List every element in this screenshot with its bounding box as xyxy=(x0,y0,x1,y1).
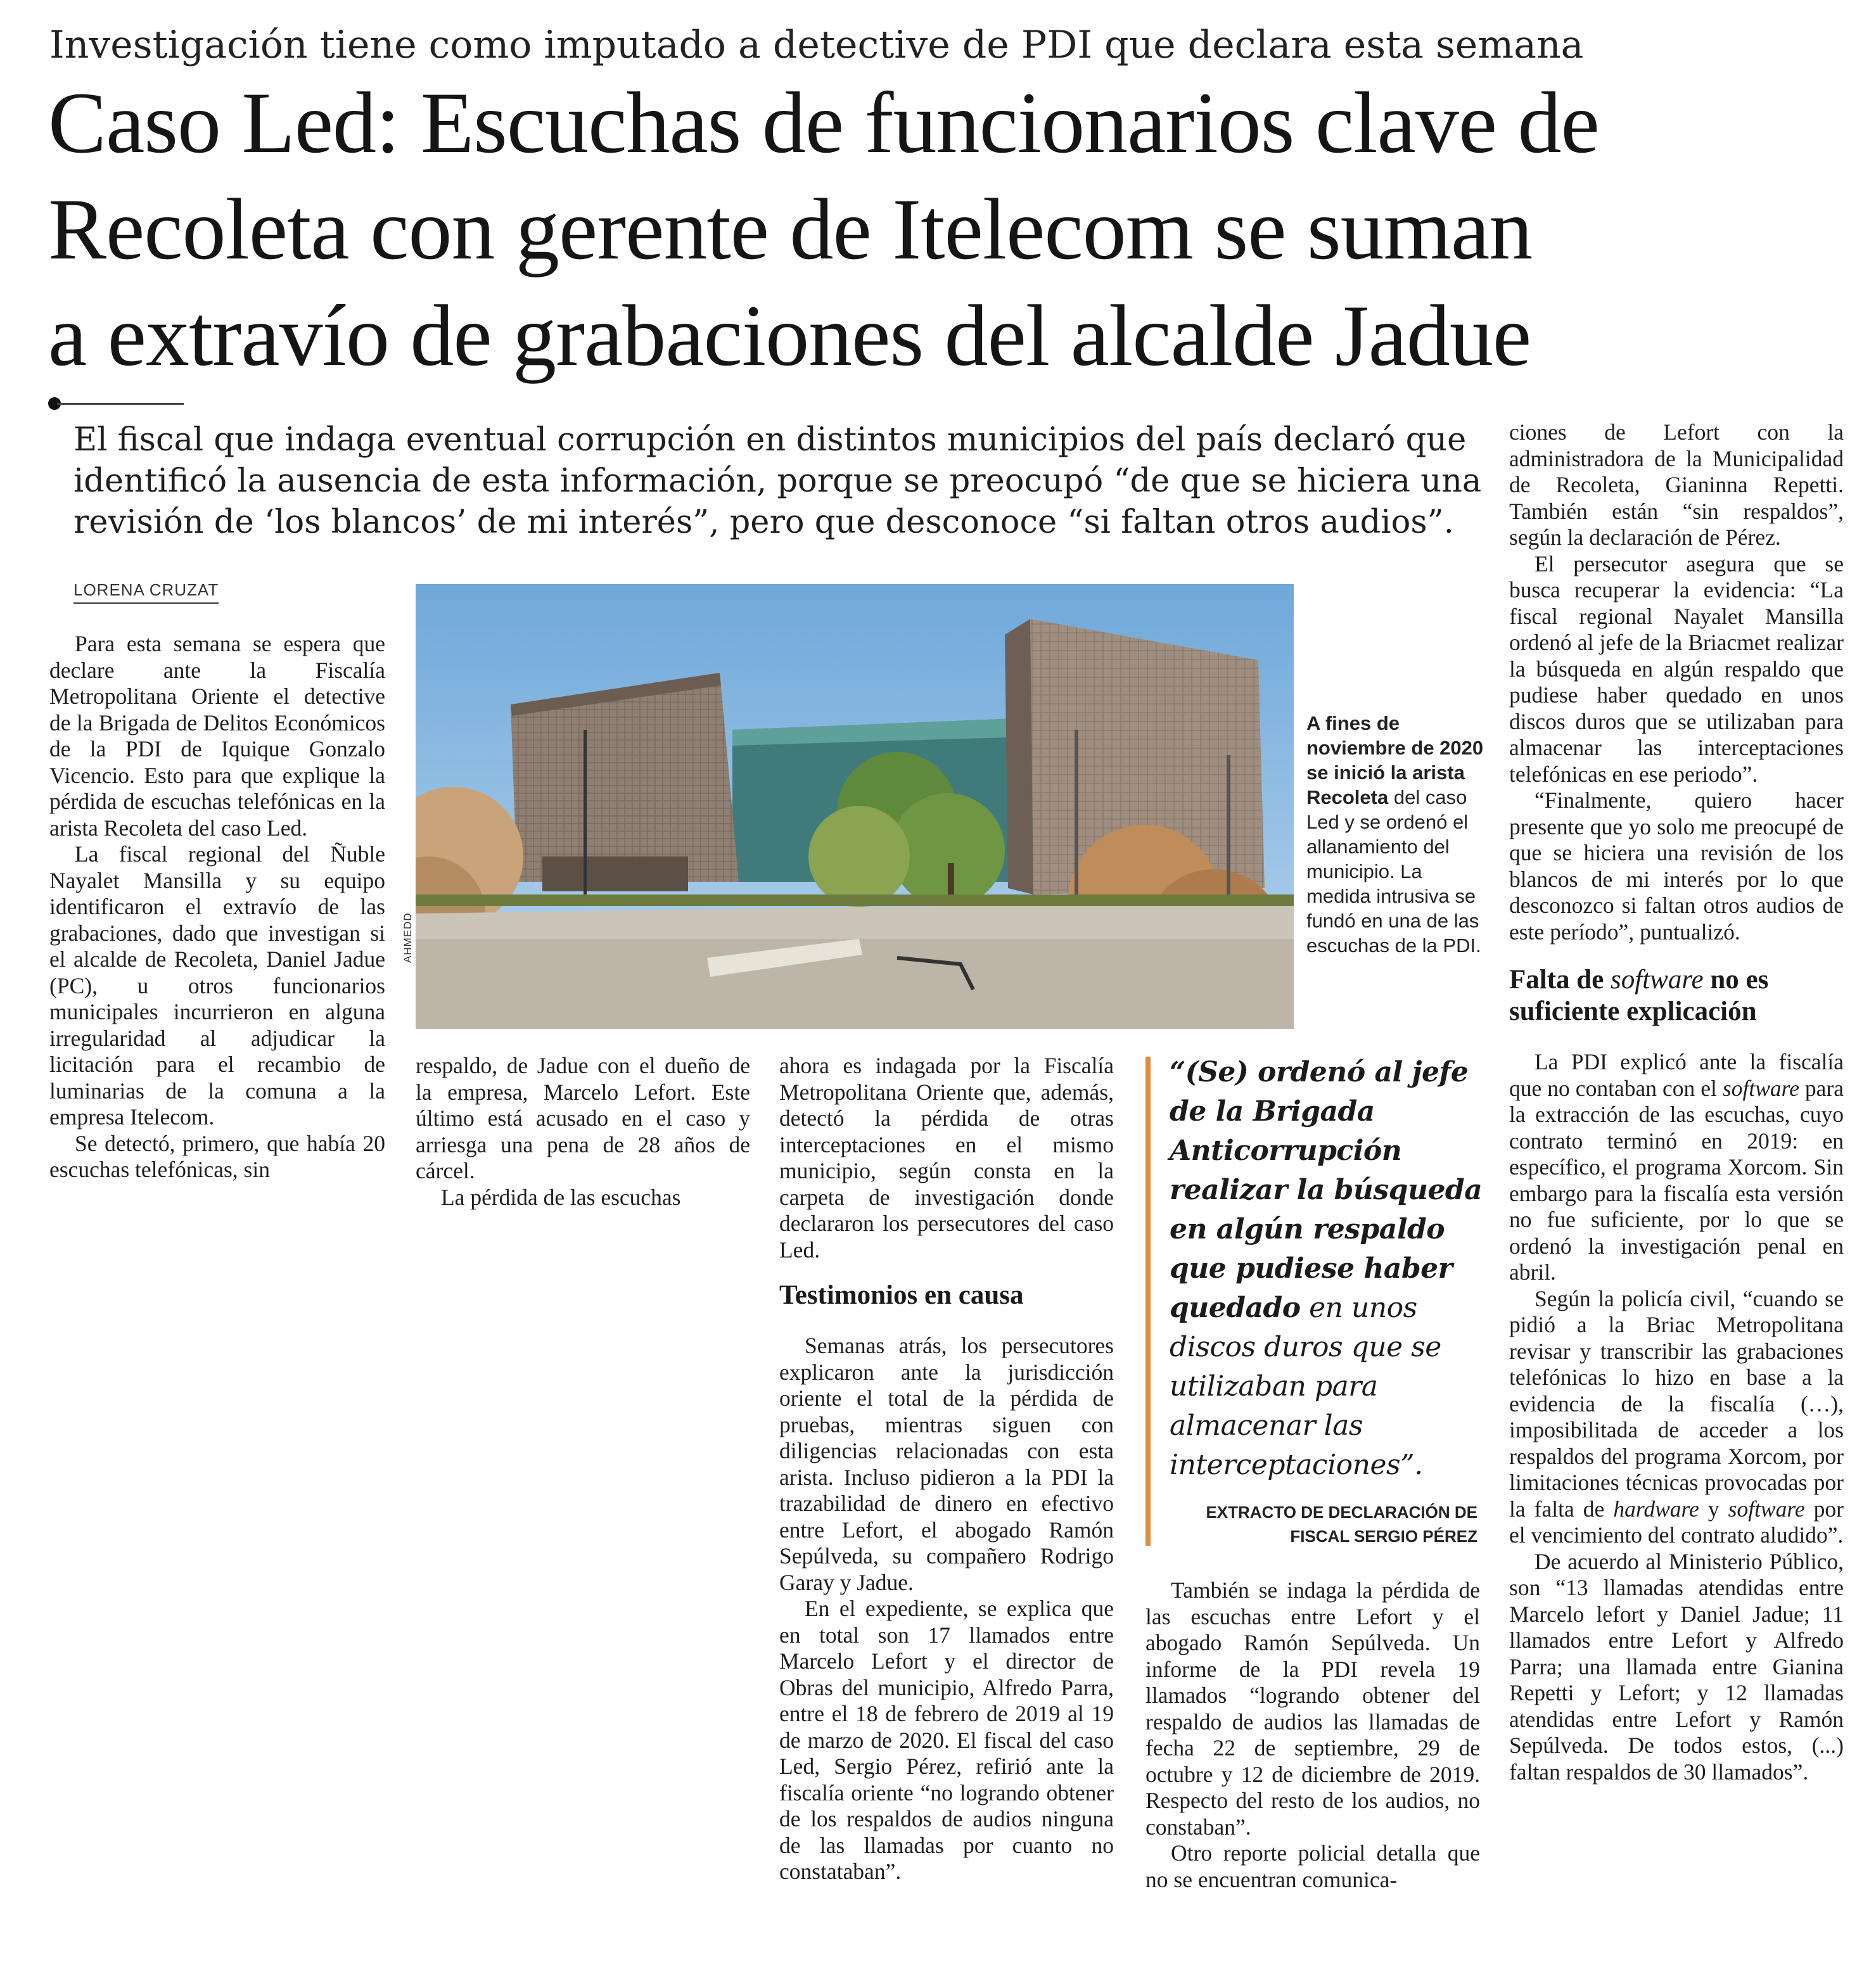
col5-p5-part-2: y xyxy=(1699,1496,1728,1522)
pullquote-source-line-1: EXTRACTO DE DECLARACIÓN DE xyxy=(1206,1503,1477,1522)
column-2 xyxy=(416,1053,750,1211)
col5-p4-part-1: La PDI explicó ante la fiscalía que no contaban con el xyxy=(1509,1049,1844,1101)
col1-paragraph-2: La fiscal regional del Ñuble Nayalet Mansilla y su equipo identificaron el extravío de las grabaciones, dado que investigan si el alcalde de Recoleta, Daniel Jadue (PC), u otros funcionarios municipales incurrieron en alguna irregularidad al adjudicar la licitación para el recambio de luminarias de la comuna a la empresa Itelecom. xyxy=(49,841,385,1130)
headline xyxy=(48,70,1822,389)
col5-paragraph-2: El persecutor asegura que se busca recuperar la evidencia: “La fiscal regional Nayalet Mansilla ordenó al jefe de la Briacmet realizar la búsqueda en algún respaldo que pudiese haber quedado en unos discos duros que se utilizaban para almacenar las interceptaciones telefónicas en ese periodo”. xyxy=(1509,551,1844,787)
col5-paragraph-4 xyxy=(1509,1049,1844,1286)
col4-paragraph-2: Otro reporte policial detalla que no se encuentran comunica- xyxy=(1145,1840,1480,1892)
col5-p5-italic-1: hardware xyxy=(1613,1496,1699,1522)
col2-paragraph-1: respaldo, de Jadue con el dueño de la empresa, Marcelo Lefort. Este último está acusado en el caso y arriesga una pena de 28 años de cárcel. xyxy=(416,1053,750,1183)
col5-p5-part-1: Según la policía civil, “cuando se pidió a la Briac Metropolitana revisar y transcribir las grabaciones telefónicas lo hizo en base a la evidencia de la fiscalía (…), imposibilitada de acceder a los respaldos del programa Xorcom, por limitaciones técnicas provocadas por la falta de xyxy=(1509,1285,1844,1522)
deck-line-3: revisión de ‘los blancos’ de mi interés”, pero que desconoce “si faltan otros audios”. xyxy=(73,504,1454,541)
col5-p5-part-3: por el vencimiento del contrato aludido”. xyxy=(1509,1496,1844,1548)
col2-paragraph-2: La pérdida de las escuchas xyxy=(441,1184,681,1210)
column-5 xyxy=(1509,419,1844,1785)
col5-p4-italic: software xyxy=(1722,1075,1799,1101)
caption-bold: A fines de noviembre de 2020 se inició la arista Recoleta xyxy=(1306,712,1484,808)
caption-rest: del caso Led y se ordenó el allanamiento del municipio. La medida intrusiva se fundó en una de las escuchas de la PDI. xyxy=(1306,786,1481,957)
deck-rule-line xyxy=(57,403,184,405)
column-3 xyxy=(779,1053,1114,1885)
pullquote-rest: en unos discos duros que se utilizaban para almacenar las interceptaciones”. xyxy=(1170,1292,1441,1481)
col3-paragraph-2: Semanas atrás, los persecutores explicaron ante la jurisdicción oriente el total de la pérdida de pruebas, mientras siguen con diligencias relacionadas con esta arista. Incluso pidieron a la PDI la trazabilidad de dinero en efectivo entre Lefort, el abogado Ramón Sepúlveda, su compañero Rodrigo Garay y Jadue. xyxy=(779,1333,1114,1595)
byline: LORENA CRUZAT xyxy=(73,580,219,604)
col5-paragraph-1: ciones de Lefort con la administradora de la Municipalidad de Recoleta, Gianinna Repetti. También están “sin respaldos”, según la declaración de Pérez. xyxy=(1509,419,1844,550)
pullquote-source xyxy=(1170,1500,1477,1548)
deck xyxy=(73,419,1480,543)
headline-line-3: a extravío de grabaciones del alcalde Jadue xyxy=(48,287,1531,384)
col5-subhead xyxy=(1509,964,1844,1028)
pullquote xyxy=(1170,1053,1499,1485)
col3-paragraph-3: En el expediente, se explica que en total son 17 llamados entre Marcelo Lefort y el director de Obras del municipio, Alfredo Parra, entre el 18 de febrero de 2019 al 19 de marzo de 2020. El fiscal del caso Led, Sergio Pérez, refirió ante la fiscalía oriente “no logrando obtener de los respaldos de audios ninguna de las llamadas por cuanto no constataban”. xyxy=(779,1596,1114,1884)
column-1 xyxy=(49,631,385,1183)
column-4 xyxy=(1145,1577,1480,1893)
pullquote-source-line-2: FISCAL SERGIO PÉREZ xyxy=(1290,1527,1477,1546)
col1-paragraph-3: Se detectó, primero, que había 20 escuchas telefónicas, sin xyxy=(49,1130,385,1182)
pullquote-bar xyxy=(1145,1057,1151,1546)
col5-subhead-part-2: no es suficiente explicación xyxy=(1509,965,1769,1026)
deck-line-1: El fiscal que indaga eventual corrupción en distintos municipios del país declaró que xyxy=(73,421,1467,459)
pullquote-bold: “(Se) ordenó al jefe de la Brigada Anticorrupción realizar la búsqueda en algún respaldo que pudiese haber quedado xyxy=(1170,1056,1483,1324)
col5-p5-italic-2: software xyxy=(1728,1496,1805,1522)
photo-caption xyxy=(1306,711,1490,958)
col5-p4-part-2: para la extracción de las escuchas, cuyo contrato terminó en 2019: en específico, el programa Xorcom. Sin embargo para la fiscalía esta versión no fue suficiente, por lo que se ordenó la investigación penal en abril. xyxy=(1509,1075,1844,1285)
headline-line-2: Recoleta con gerente de Itelecom se suman xyxy=(48,181,1533,277)
col3-subhead: Testimonios en causa xyxy=(779,1280,1024,1310)
col5-subhead-italic: software xyxy=(1611,965,1704,995)
col5-paragraph-6: De acuerdo al Ministerio Público, son “13 llamadas atendidas entre Marcelo lefort y Daniel Jadue; 11 llamados entre Lefort y Alfredo Parra; una llamada entre Gianina Repetti y Lefort; y 12 llamadas atendidas entre Lefort y Ramón Sepúlveda. De todos estos, (...) faltan respaldos de 30 llamados”. xyxy=(1509,1548,1844,1785)
kicker: Investigación tiene como imputado a detective de PDI que declara esta semana xyxy=(49,23,1584,67)
col4-paragraph-1: También se indaga la pérdida de las escuchas entre Lefort y el abogado Ramón Sepúlveda. Un informe de la PDI revela 19 llamados “logrando obtener del respaldo de audios las llamadas de fecha 22 de septiembre, 29 de octubre y 12 de diciembre de 2019. Respecto del resto de los audios, no constaban”. xyxy=(1145,1577,1480,1840)
news-photo xyxy=(416,584,1294,1029)
building-photo xyxy=(416,584,1294,1029)
col5-paragraph-3: “Finalmente, quiero hacer presente que yo solo me preocupé de que se hiciera una revisión de los blancos de mi interés por lo que desconozco si faltan otros audios de este período”, puntualizó. xyxy=(1509,787,1844,945)
photo-credit: AHMEDD xyxy=(402,912,414,963)
deck-line-2: identificó la ausencia de esta información, porque se preocupó “de que se hiciera una xyxy=(73,462,1482,500)
col1-paragraph-1: Para esta semana se espera que declare ante la Fiscalía Metropolitana Oriente el detective de la Brigada de Delitos Económicos de la PDI de Iquique Gonzalo Vicencio. Esto para que explique la pérdida de escuchas telefónicas en la arista Recoleta del caso Led. xyxy=(49,631,385,841)
col5-paragraph-5 xyxy=(1509,1286,1844,1549)
headline-line-1: Caso Led: Escuchas de funcionarios clave de xyxy=(48,74,1599,171)
col5-subhead-part-1: Falta de xyxy=(1509,965,1611,995)
col3-paragraph-1: ahora es indagada por la Fiscalía Metropolitana Oriente que, además, detectó la pérdida de otras interceptaciones en el mismo municipio, según consta en la carpeta de investigación donde declararon los persecutores del caso Led. xyxy=(779,1053,1114,1263)
